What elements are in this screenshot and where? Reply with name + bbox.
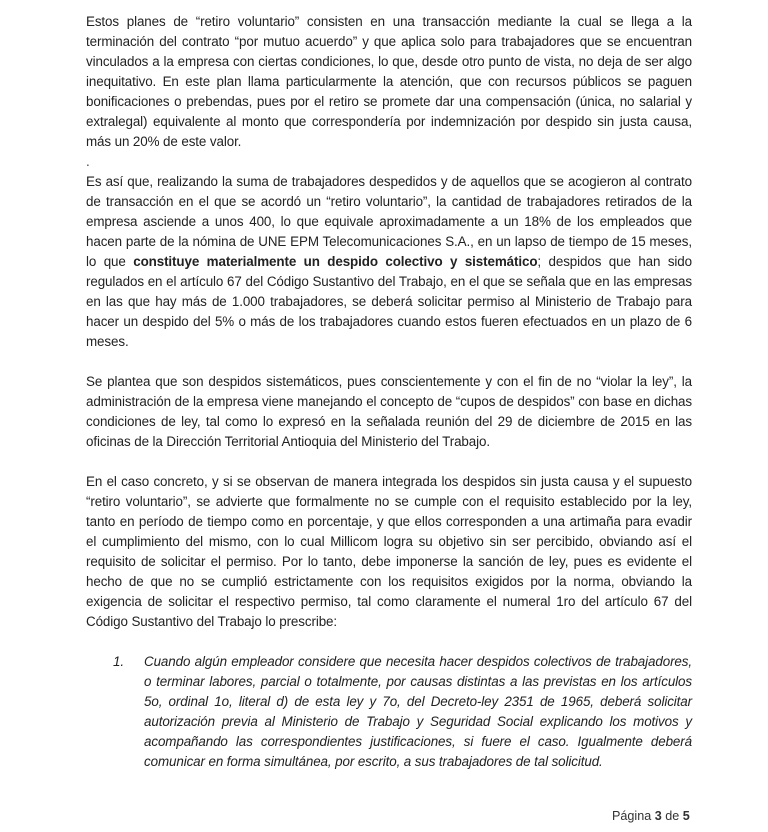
page-label: Página bbox=[612, 809, 652, 823]
paragraph-despido-colectivo bbox=[86, 172, 692, 352]
quoted-article-list bbox=[86, 652, 692, 772]
list-item-number: 1. bbox=[113, 654, 124, 669]
page-current: 3 bbox=[654, 809, 662, 823]
paragraph-despido-colectivo-bold: constituye materialmente un despido colectivo y sistemático bbox=[133, 254, 538, 269]
paragraph-despido-colectivo-start: Es así que, realizando la suma de trabajadores despedidos y de aquellos que se acogieron al contrato de transacción en el que se acordó un “retiro voluntario”, la cantidad de trabajadores retirados de la empresa asciende a unos 400, lo que equivale aproximadamente a un 18% de los empleados que hacen parte de la nómina de UNE EPM Telecomunicaciones S.A., en un lapso de tiempo de 15 meses, lo que bbox=[86, 174, 692, 269]
page-total: 5 bbox=[682, 809, 690, 823]
paragraph-caso-concreto: En el caso concreto, y si se observan de manera integrada los despidos sin justa causa y el supuesto “retiro voluntario”, se advierte que formalmente no se cumple con el requisito establecido por la ley, tanto en período de tiempo como en porcentaje, y que ellos corresponden a una artimaña para evadir el cumplimiento del mismo, con lo cual Millicom logra su objetivo sin ser percibido, obviando así el requisito de solicitar el permiso. Por lo tanto, debe imponerse la sanción de ley, pues es evidente el hecho de que no se cumplió estrictamente con los requisitos exigidos por la norma, obviando la exigencia de solicitar el respectivo permiso, tal como claramente el numeral 1ro del artículo 67 del Código Sustantivo del Trabajo lo prescribe: bbox=[86, 474, 692, 629]
page-of: de bbox=[665, 809, 680, 823]
stray-dot: . bbox=[86, 154, 90, 169]
quoted-article-text: Cuando algún empleador considere que necesita hacer despidos colectivos de trabajadores, o terminar labores, parcial o totalmente, por causas distintas a las previstas en los artículos 5o, ordinal 1o, literal d) de esta ley y 7o, del Decreto-ley 2351 de 1965, deberá solicitar autorización previa al Ministerio de Trabajo y Seguridad Social explicando los motivos y acompañando las correspondientes justificaciones, si fuere el caso. Igualmente deberá comunicar en forma simultánea, por escrito, a sus trabajadores de tal solicitud. bbox=[144, 654, 692, 769]
paragraph-despidos-sistematicos: Se plantea que son despidos sistemáticos, pues conscientemente y con el fin de no “violar la ley”, la administración de la empresa viene manejando el concepto de “cupos de despidos” con base en dichas condiciones de ley, tal como lo expresó en la señalada reunión del 29 de diciembre de 2015 en las oficinas de la Dirección Territorial Antioquia del Ministerio del Trabajo. bbox=[86, 374, 692, 449]
page-number-footer bbox=[612, 809, 690, 823]
quoted-article-item bbox=[99, 652, 692, 772]
paragraph-despido-colectivo-end: ; despidos que han sido regulados en el artículo 67 del Código Sustantivo del Trabajo, en el que se señala que en las empresas en las que hay más de 1.000 trabajadores, se deberá solicitar permiso al Ministerio de Trabajo para hacer un despido del 5% o más de los trabajadores cuando estos fueren efectuados en un plazo de 6 meses. bbox=[86, 254, 692, 349]
document-body bbox=[86, 12, 692, 772]
paragraph-retiro-voluntario: Estos planes de “retiro voluntario” consisten en una transacción mediante la cual se llega a la terminación del contrato “por mutuo acuerdo” y que aplica solo para trabajadores que se encuentran vinculados a la empresa con ciertas condiciones, lo que, desde otro punto de vista, no deja de ser algo inequitativo. En este plan llama particularmente la atención, que con recursos públicos se paguen bonificaciones o prebendas, pues por el retiro se promete dar una compensación (única, no salarial y extralegal) equivalente al monto que correspondería por indemnización por despido sin justa causa, más un 20% de este valor. bbox=[86, 14, 692, 149]
